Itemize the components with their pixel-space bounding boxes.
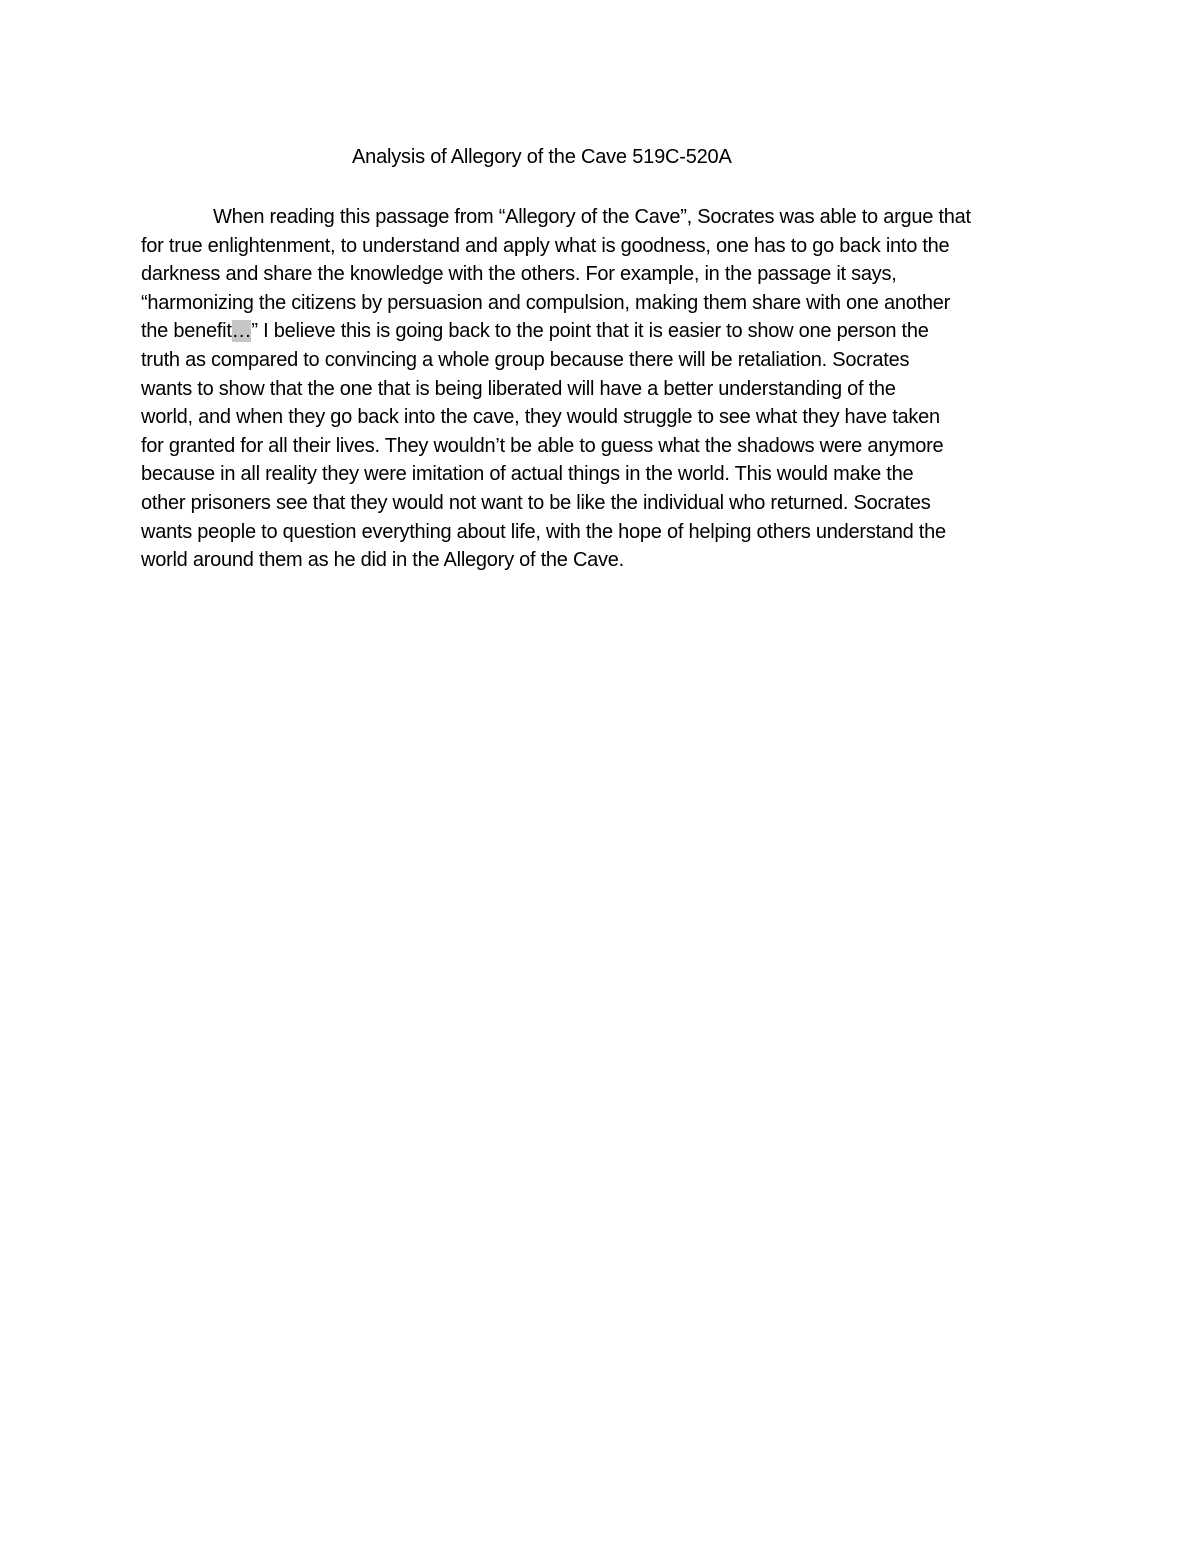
document-title: Analysis of Allegory of the Cave 519C-520A xyxy=(352,146,732,168)
paragraph-line-12: wants people to question everything about life, with the hope of helping others understand the xyxy=(141,520,946,543)
paragraph-line-11: other prisoners see that they would not want to be like the individual who returned. Socrates xyxy=(141,491,931,514)
paragraph-line-3: darkness and share the knowledge with the others. For example, in the passage it says, xyxy=(141,263,897,286)
paragraph-line-8: world, and when they go back into the cave, they would struggle to see what they have taken xyxy=(141,406,940,429)
paragraph-line-9: for granted for all their lives. They wouldn’t be able to guess what the shadows were anymore xyxy=(141,434,944,457)
paragraph-line-4: “harmonizing the citizens by persuasion and compulsion, making them share with one another xyxy=(141,291,951,314)
paragraph-line-1 xyxy=(141,203,1059,232)
highlighted-ellipsis: … xyxy=(231,320,252,343)
paragraph-line-2: for true enlightenment, to understand and apply what is goodness, one has to go back into the xyxy=(141,234,950,257)
paragraph-line-7: wants to show that the one that is being liberated will have a better understanding of the xyxy=(141,377,896,400)
paragraph-line-10: because in all reality they were imitation of actual things in the world. This would make the xyxy=(141,463,914,486)
body-paragraph xyxy=(141,203,1059,575)
line-text-start: the benefit xyxy=(141,320,232,343)
line-text-end: ” I believe this is going back to the point that it is easier to show one person the xyxy=(251,320,929,343)
paragraph-line-13: world around them as he did in the Allegory of the Cave. xyxy=(141,549,624,572)
paragraph-line-6: truth as compared to convincing a whole group because there will be retaliation. Socrates xyxy=(141,348,910,371)
line-text: When reading this passage from “Allegory of the Cave”, Socrates was able to argue that xyxy=(213,206,971,228)
paragraph-line-5 xyxy=(141,317,1059,346)
